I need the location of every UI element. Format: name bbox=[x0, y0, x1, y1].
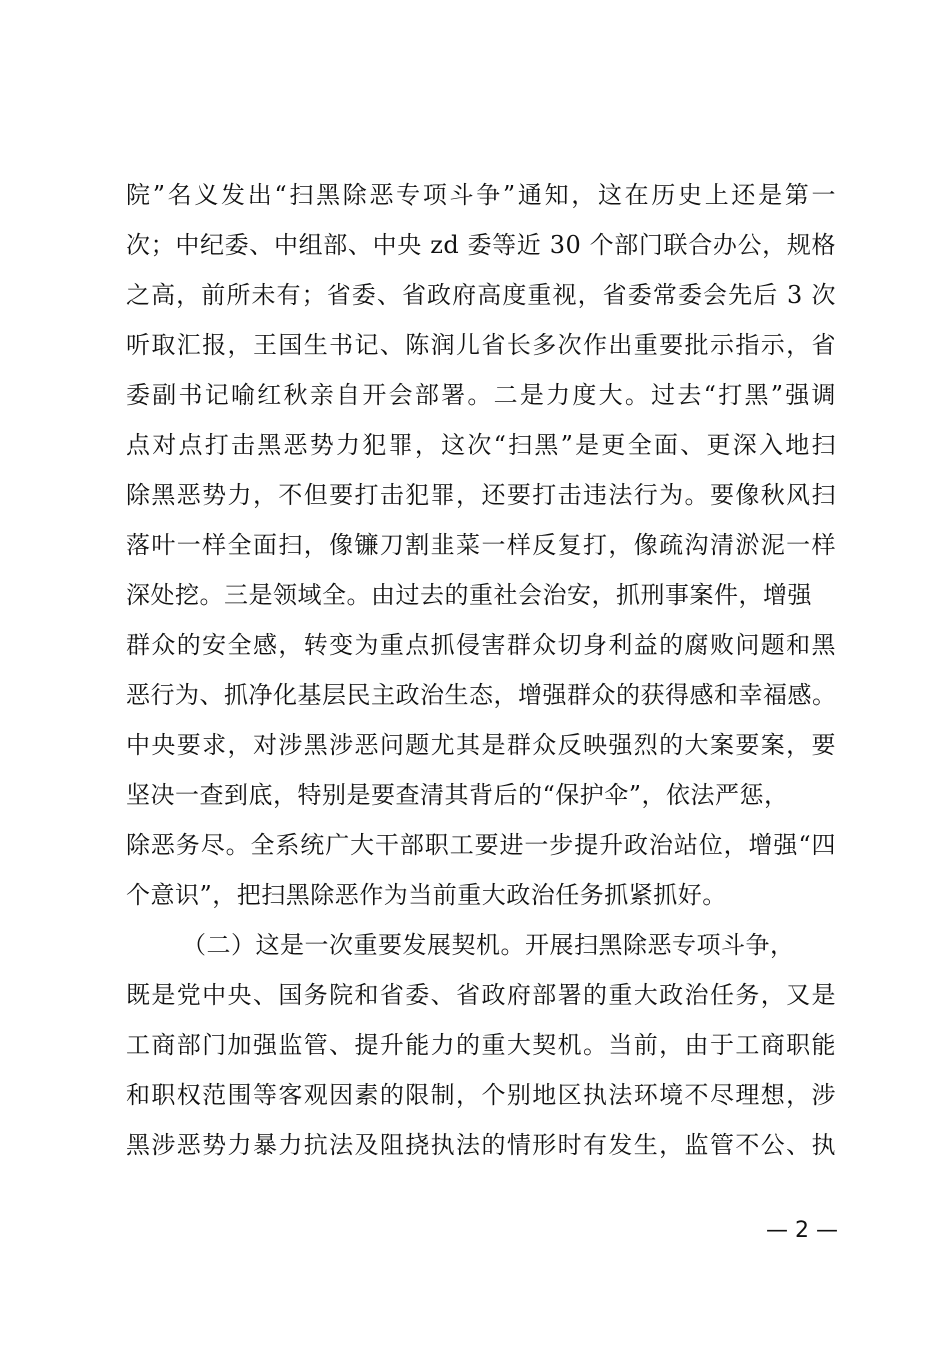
text-line: 工商部门加强监管、提升能力的重大契机。当前，由于工商职能 bbox=[126, 1031, 836, 1059]
text-line: 群众的安全感，转变为重点抓侵害群众切身利益的腐败问题和黑 bbox=[126, 631, 836, 659]
text-line: 院”名义发出“扫黑除恶专项斗争”通知，这在历史上还是第一 bbox=[126, 181, 836, 209]
text-line: 除黑恶势力，不但要打击犯罪，还要打击违法行为。要像秋风扫 bbox=[126, 481, 836, 509]
text-line: 个意识”，把扫黑除恶作为当前重大政治任务抓紧抓好。 bbox=[126, 881, 727, 909]
text-line: 既是党中央、国务院和省委、省政府部署的重大政治任务，又是 bbox=[126, 981, 836, 1009]
text-line: 落叶一样全面扫，像镰刀割韭菜一样反复打，像疏沟清淤泥一样 bbox=[126, 531, 836, 559]
text-line: 坚决一查到底，特别是要查清其背后的“保护伞”，依法严惩， bbox=[126, 781, 789, 809]
text-line: 深处挖。三是领域全。由过去的重社会治安，抓刑事案件，增强 bbox=[126, 581, 812, 609]
text-line: 委副书记喻红秋亲自开会部署。二是力度大。过去“打黑”强调 bbox=[126, 381, 836, 409]
text-line: 之高，前所未有；省委、省政府高度重视，省委常委会先后 3 次 bbox=[126, 281, 836, 309]
text-line: 恶行为、抓净化基层民主政治生态，增强群众的获得感和幸福感。 bbox=[126, 681, 837, 709]
text-line: 黑涉恶势力暴力抗法及阻挠执法的情形时有发生，监管不公、执 bbox=[126, 1131, 836, 1159]
section-heading-line: （二）这是一次重要发展契机。开展扫黑除恶专项斗争， bbox=[182, 931, 795, 959]
text-line: 听取汇报，王国生书记、陈润儿省长多次作出重要批示指示，省 bbox=[126, 331, 836, 359]
text-line: 除恶务尽。全系统广大干部职工要进一步提升政治站位，增强“四 bbox=[126, 831, 836, 859]
text-line: 中央要求，对涉黑涉恶问题尤其是群众反映强烈的大案要案，要 bbox=[126, 731, 836, 759]
page-number: — 2 — bbox=[766, 1218, 838, 1243]
text-line: 和职权范围等客观因素的限制，个别地区执法环境不尽理想，涉 bbox=[126, 1081, 836, 1109]
text-line: 次；中纪委、中组部、中央 zd 委等近 30 个部门联合办公，规格 bbox=[126, 231, 836, 259]
body-text bbox=[126, 170, 836, 1170]
text-line: 点对点打击黑恶势力犯罪，这次“扫黑”是更全面、更深入地扫 bbox=[126, 431, 836, 459]
